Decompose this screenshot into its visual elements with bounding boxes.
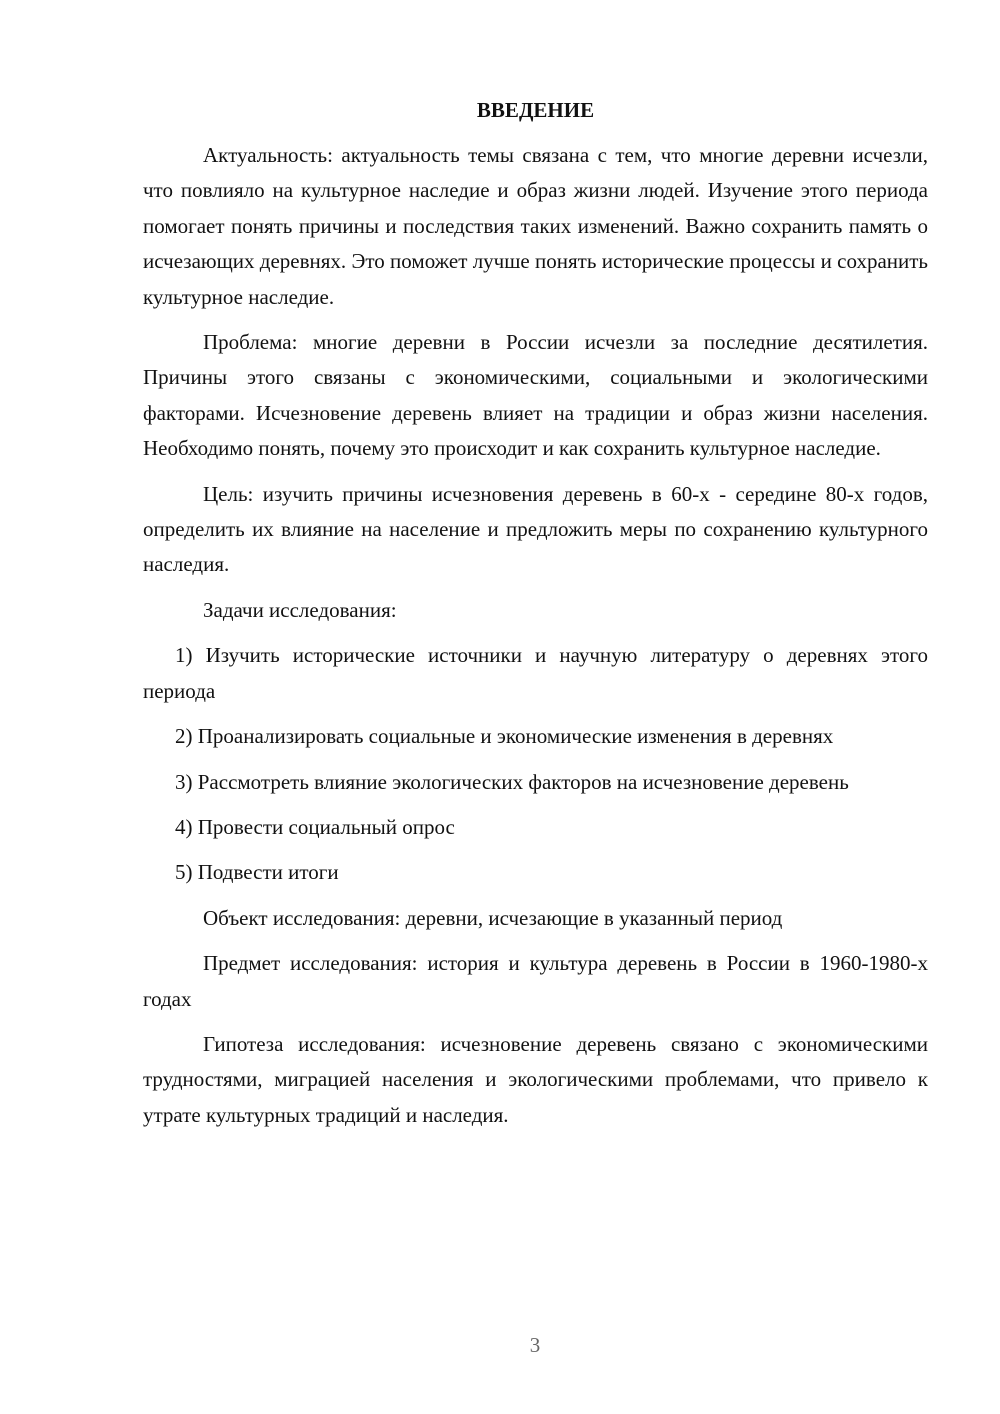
tasks-list	[143, 638, 928, 890]
problem-paragraph: Проблема: многие деревни в России исчезли за последние десятилетия. Причины этого связаны с экономическими, социальными и экологическими факторами. Исчезновение деревень влияет на традиции и образ жизни населения. Необходимо понять, почему это происходит и как сохранить культурное наследие.	[143, 330, 928, 461]
page-title: ВВЕДЕНИЕ	[476, 98, 595, 122]
list-item: 1) Изучить исторические источники и научную литературу о деревнях этого периода	[143, 643, 928, 703]
list-item: 2) Проанализировать социальные и экономические изменения в деревнях	[175, 724, 834, 749]
object-paragraph: Объект исследования: деревни, исчезающие в указанный период	[203, 905, 783, 930]
list-item: 5) Подвести итоги	[175, 860, 339, 885]
document-page	[143, 96, 928, 1143]
list-item: 4) Провести социальный опрос	[175, 814, 455, 839]
page-number: 3	[529, 1333, 541, 1357]
goal-paragraph: Цель: изучить причины исчезновения деревень в 60-х - середине 80-х годов, определить их влияние на население и предложить меры по сохранению культурного наследия.	[143, 481, 928, 577]
list-item: 3) Рассмотреть влияние экологических факторов на исчезновение деревень	[175, 769, 849, 794]
subject-paragraph: Предмет исследования: история и культура деревень в России в 1960-1980-х годах	[143, 951, 928, 1011]
tasks-heading: Задачи исследования:	[203, 597, 397, 622]
relevance-paragraph: Актуальность: актуальность темы связана с тем, что многие деревни исчезли, что повлияло на культурное наследие и образ жизни людей. Изучение этого периода помогает понять причины и последствия таких изменений. Важно сохранить память о исчезающих деревнях. Это поможет лучше понять исторические процессы и сохранить культурное наследие.	[143, 143, 928, 309]
hypothesis-paragraph: Гипотеза исследования: исчезновение деревень связано с экономическими трудностями, миграцией населения и экологическими проблемами, что привело к утрате культурных традиций и наследия.	[143, 1031, 928, 1127]
